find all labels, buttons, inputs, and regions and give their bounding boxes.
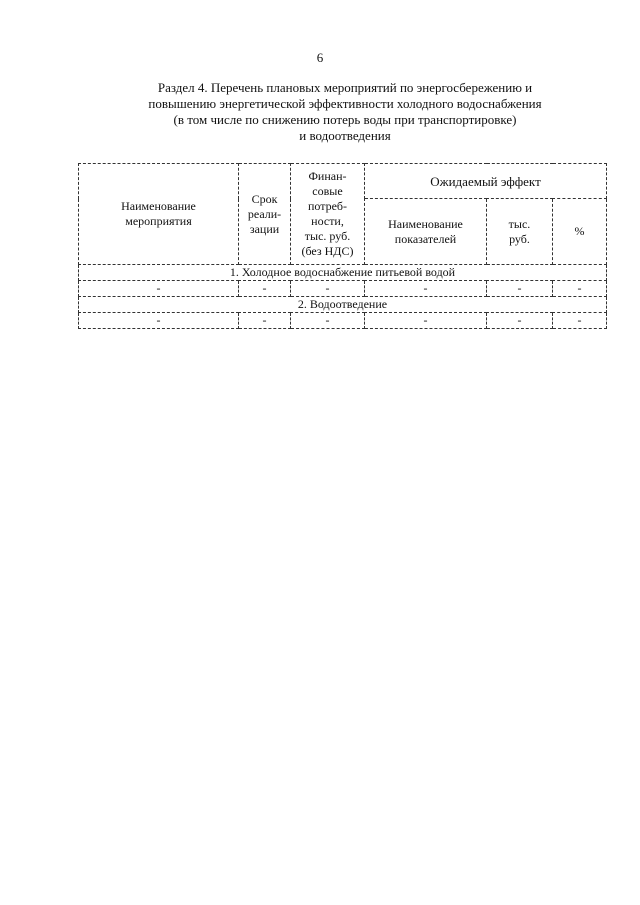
table-cell: - xyxy=(553,313,607,329)
section-title-line: Раздел 4. Перечень плановых мероприятий по энергосбережению и xyxy=(157,80,533,95)
header-financial-needs: Финан- совые потреб- ности, тыс. руб. (без НДС) xyxy=(291,164,365,265)
header-measure-name: Наименование мероприятия xyxy=(79,164,239,265)
header-percent: % xyxy=(553,199,607,265)
section-heading: 2. Водоотведение xyxy=(79,297,607,313)
table-row xyxy=(79,313,607,329)
table-cell: - xyxy=(79,281,239,297)
table-cell: - xyxy=(487,313,553,329)
section-heading: 1. Холодное водоснабжение питьевой водой xyxy=(79,265,607,281)
header-expected-effect: Ожидаемый эффект xyxy=(365,164,607,199)
table-cell: - xyxy=(365,313,487,329)
header-term: Срок реали- зации xyxy=(239,164,291,265)
table-cell: - xyxy=(79,313,239,329)
table-cell: - xyxy=(553,281,607,297)
header-indicator-name: Наименование показателей xyxy=(365,199,487,265)
table-cell: - xyxy=(487,281,553,297)
measures-table xyxy=(78,163,607,329)
section-title-line: (в том числе по снижению потерь воды при транспортировке) xyxy=(173,112,517,127)
table-cell: - xyxy=(365,281,487,297)
section-title xyxy=(80,80,610,144)
table-cell: - xyxy=(291,313,365,329)
section-title-line: и водоотведения xyxy=(299,128,391,143)
section-title-line: повышению энергетической эффективности холодного водоснабжения xyxy=(148,96,542,111)
page-number: 6 xyxy=(316,50,324,65)
table-section-row xyxy=(79,297,607,313)
table-cell: - xyxy=(239,313,291,329)
table-row xyxy=(79,281,607,297)
table-header-row xyxy=(79,164,607,199)
table-section-row xyxy=(79,265,607,281)
header-thousand-rub: тыс. руб. xyxy=(487,199,553,265)
table-cell: - xyxy=(291,281,365,297)
table-cell: - xyxy=(239,281,291,297)
